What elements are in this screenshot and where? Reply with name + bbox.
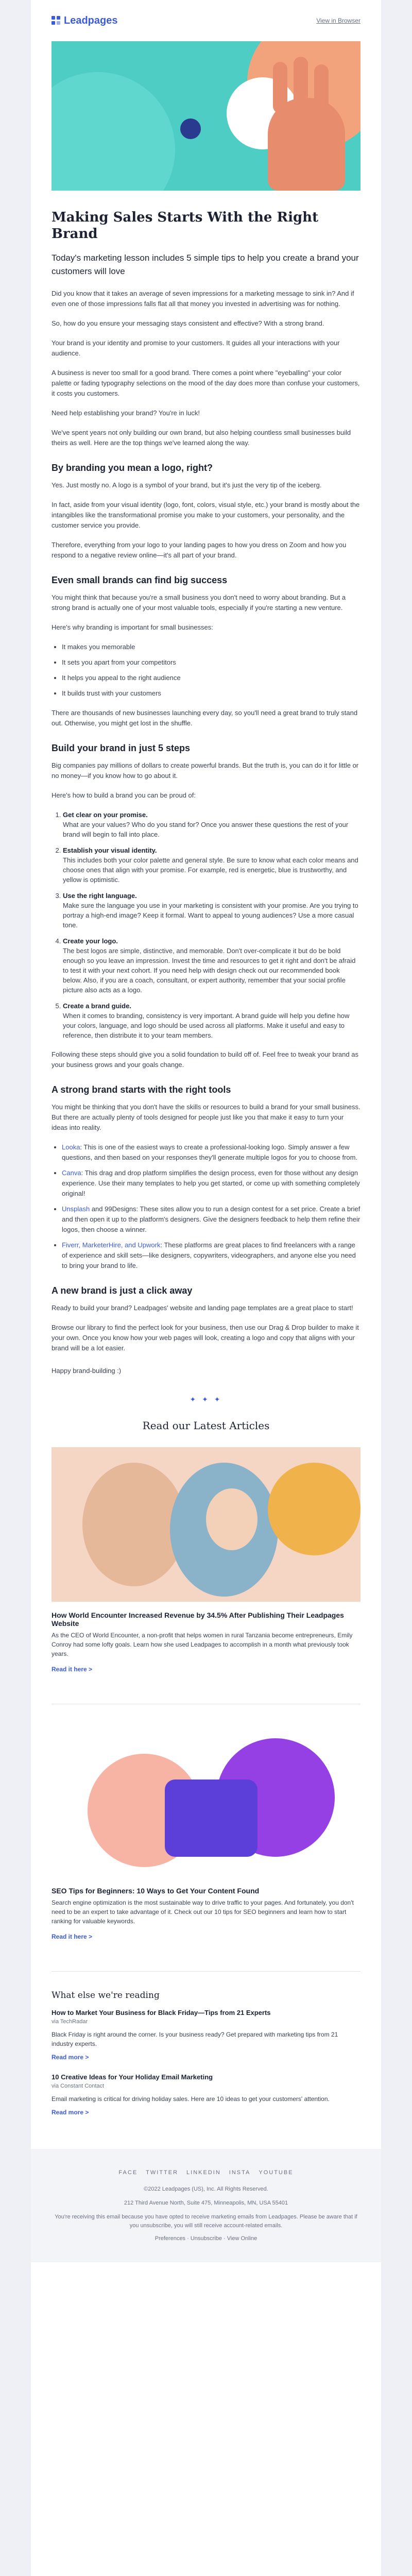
paragraph: We've spent years not only building our own brand, but also helping countless small businesses build theirs as well. Here are the top things we've learned along the way. (52, 429, 351, 447)
step-text: Make sure the language you use in your marketing is consistent with your promise. Are you trying to portray a high-end image? Keep it formal. Want to appeal to young audiences? Use a more casual tone. (63, 902, 358, 929)
paragraph: There are thousands of new businesses launching every day, so you'll need a great brand to truly stand out. Otherwise, you might get lost in the shuffle. (52, 709, 358, 727)
step-text: What are your values? Who do you stand for? Once you answer these questions the rest of your brand will begin to fall into place. (63, 821, 349, 838)
list-item: • It helps you appeal to the right audience (62, 673, 360, 683)
article-body (31, 209, 381, 2128)
article-title[interactable]: SEO Tips for Beginners: 10 Ways to Get Your Content Found (52, 1887, 260, 1895)
list-item: • It sets you apart from your competitors (62, 657, 360, 668)
tools-list (52, 1142, 360, 1271)
section-heading: By branding you mean a logo, right? (52, 463, 213, 473)
tool-link[interactable]: Canva (62, 1169, 81, 1177)
paragraph: Ready to build your brand? Leadpages' website and landing page templates are a great place to start! (52, 1304, 353, 1312)
paragraph: You might think that because you're a small business you don't need to worry about branding. But a strong brand is actually one of your most valuable tools, especially if you're starting a new venture. (52, 594, 346, 612)
step-text: This includes both your color palette and general style. Be sure to know what each color means and choose ones that align with your promise. For example, red is energetic, blue is trustworthy, and yellow is optimistic. (63, 856, 358, 884)
leadpages-icon (52, 16, 61, 25)
read-more-link[interactable]: Read it here > (52, 1933, 93, 1940)
paragraph: Therefore, everything from your logo to your landing pages to how you dress on Zoom and how you respond to a negative review online—it's all part of your brand. (52, 541, 347, 559)
social-instagram-icon[interactable]: INSTA (229, 2170, 251, 2176)
list-item (62, 1142, 360, 1163)
paragraph: Big companies pay millions of dollars to create powerful brands. But the truth is, you can do it for little or no money—if you know how to go about it. (52, 761, 359, 779)
paragraph: Following these steps should give you a solid foundation to build off of. Feel free to tweak your brand as your business grows and your goals change. (52, 1050, 358, 1069)
email-container (31, 0, 381, 2576)
list-item: • It builds trust with your customers (62, 688, 360, 699)
other-item-desc: Black Friday is right around the corner. Is your business ready? Get prepared with marketing tips from 21 industry experts. (52, 2031, 338, 2047)
social-twitter-icon[interactable]: TWITTER (146, 2170, 179, 2176)
lead-text: Today's marketing lesson includes 5 simple tips to help you create a brand your customers will love (52, 253, 359, 276)
read-more-link[interactable]: Read it here > (52, 1666, 93, 1673)
step-title: Use the right language. (63, 892, 137, 900)
brand-logo[interactable] (52, 15, 117, 27)
view-in-browser-link[interactable]: View in Browser (316, 17, 360, 24)
brand-name: Leadpages (64, 14, 118, 26)
copyright: ©2022 Leadpages (US), Inc. All Rights Reserved. (144, 2186, 268, 2192)
list-item (62, 1240, 360, 1271)
paragraph: You might be thinking that you don't have the skills or resources to build a brand for your small business. But there are actually plenty of tools designed for people just like you that make it easy to turn your ideas into reality. (52, 1103, 360, 1131)
tool-link[interactable]: Unsplash (62, 1205, 90, 1213)
section-heading: Even small brands can find big success (52, 575, 228, 585)
paragraph: Yes. Just mostly no. A logo is a symbol of your brand, but it's just the very tip of the iceberg. (52, 481, 322, 489)
tool-text: : This is one of the easiest ways to create a professional-looking logo. Simply answer a few questions, and then based on your responses they'll generate multiple logos for you to choose from. (62, 1143, 358, 1161)
top-bar (31, 0, 381, 41)
section-heading: A new brand is just a click away (52, 1285, 193, 1296)
social-youtube-icon[interactable]: YOUTUBE (259, 2170, 294, 2176)
paragraph: Your brand is your identity and promise to your customers. It guides all your interactions with your audience. (52, 339, 340, 357)
list-item (63, 936, 360, 995)
social-linkedin-icon[interactable]: LINKEDIN (186, 2170, 221, 2176)
tool-link[interactable]: Fiverr, MarketerHire, and Upwork (62, 1241, 161, 1249)
step-text: When it comes to branding, consistency is very important. A brand guide will help you define how your colors, language, and logo should be used across all platforms. Make it useful and easy to reference, then distribute it to your team members. (63, 1012, 350, 1039)
list-item (63, 1001, 360, 1040)
paragraph: Need help establishing your brand? You're in luck! (52, 409, 200, 417)
paragraph: Here's how to build a brand you can be proud of: (52, 791, 196, 799)
latest-articles-heading: Read our Latest Articles (142, 1419, 270, 1432)
hero-image (52, 41, 360, 191)
other-item-title[interactable]: 10 Creative Ideas for Your Holiday Email Marketing (52, 2073, 213, 2081)
address: 212 Third Avenue North, Suite 475, Minneapolis, MN, USA 55401 (124, 2200, 288, 2206)
section-heading: A strong brand starts with the right tools (52, 1084, 231, 1095)
read-more-link[interactable]: Read more > (52, 2109, 89, 2116)
footer (31, 2149, 381, 2262)
page-title: Making Sales Starts With the Right Brand (52, 210, 319, 242)
footer-links[interactable]: Preferences · Unsubscribe · View Online (154, 2235, 258, 2242)
article-image[interactable] (52, 1447, 360, 1602)
paragraph: Browse our library to find the perfect look for your business, then use our Drag & Drop builder to make it your own. Once you know how your web pages will look, creating a logo and copy that aligns with your brand will be a lot easier. (52, 1324, 359, 1352)
footer-note: You're receiving this email because you have opted to receive marketing emails from Leadpages. Please be aware that if you unsubscribe, you will still receive account-related emails. (55, 2214, 357, 2229)
article-desc: Search engine optimization is the most sustainable way to drive traffic to your pages. And fortunately, you don't need to be an expert to take advantage of it. Check out our 10 tips for SEO beginners and learn how to start ranking for valuable keywords. (52, 1899, 354, 1925)
tool-link[interactable]: Looka (62, 1143, 80, 1151)
tool-text: : These platforms are great places to find freelancers with a range of experience and skill sets—like designers, copywriters, videographers, and anyone else you need to bring your brand to life. (62, 1241, 356, 1269)
step-title: Establish your visual identity. (63, 846, 157, 854)
divider-ornament: ✦ ✦ ✦ (190, 1395, 222, 1403)
list-item (62, 1168, 360, 1199)
other-item-title[interactable]: How to Market Your Business for Black Friday—Tips from 21 Experts (52, 2009, 271, 2016)
step-title: Create a brand guide. (63, 1002, 131, 1010)
steps-list (52, 810, 360, 1040)
tool-text: : This drag and drop platform simplifies the design process, even for those without any design experience. Use their many templates to help you get started, or come up with something completely original! (62, 1169, 360, 1197)
list-item (63, 810, 360, 839)
paragraph: A business is never too small for a good brand. There comes a point where "eyeballing" your color palette or fading typography selections on the mood of the day does more than confuse your customers, it costs you customers. (52, 369, 360, 397)
step-title: Get clear on your promise. (63, 811, 148, 819)
benefits-list (52, 642, 360, 699)
section-heading: Build your brand in just 5 steps (52, 743, 191, 753)
signoff: Happy brand-building :) (52, 1367, 122, 1375)
other-item-source: via Constant Contact (52, 2083, 105, 2089)
article-desc: As the CEO of World Encounter, a non-profit that helps women in rural Tanzania become entrepreneurs, Emily Conroy had some lofty goals. Learn how she used Leadpages to accomplish in a month what previously took years. (52, 1632, 353, 1657)
step-title: Create your logo. (63, 937, 118, 945)
paragraph: So, how do you ensure your messaging stays consistent and effective? With a strong brand. (52, 319, 324, 327)
social-links (52, 2170, 360, 2176)
other-item-desc: Email marketing is critical for driving holiday sales. Here are 10 ideas to get your customers' attention. (52, 2095, 330, 2103)
paragraph: Did you know that it takes an average of seven impressions for a marketing message to sink in? And if even one of those impressions falls flat all that money you invested in advertising was for nothing. (52, 290, 354, 308)
list-item (62, 1204, 360, 1235)
paragraph: In fact, aside from your visual identity (logo, font, colors, visual style, etc.) your brand is mostly about the intangibles like the transformational promise you make to your customers, your personality, and the customer service you provide. (52, 501, 360, 529)
article-image[interactable] (52, 1723, 360, 1877)
paragraph: Here's why branding is important for small businesses: (52, 623, 213, 631)
social-facebook-icon[interactable]: FACE (118, 2170, 138, 2176)
list-item: • It makes you memorable (62, 642, 360, 652)
list-item (63, 891, 360, 930)
article-title[interactable]: How World Encounter Increased Revenue by 34.5% After Publishing Their Leadpages Website (52, 1611, 344, 1628)
list-item (63, 845, 360, 885)
other-reading-heading: What else we're reading (52, 1990, 160, 2001)
tool-text: and 99Designs: These sites allow you to run a design contest for a set price. Create a brief and then open it up to the platform's designers. Give the designers feedback to help them refine their logos, then choose a winner. (62, 1205, 360, 1233)
divider (52, 1971, 360, 1972)
read-more-link[interactable]: Read more > (52, 2054, 89, 2061)
step-text: The best logos are simple, distinctive, and memorable. Don't over-complicate it but do be bold enough so you leave an impression. Invest the time and resources to get it right and don't be afraid to test it with your next cohort. If you need help with design check out our recommended book below. Also, if you are a coach, consultant, or expert authority, remember that your social profile picture also acts as a logo. (63, 947, 356, 994)
other-item-source: via TechRadar (52, 2019, 88, 2025)
